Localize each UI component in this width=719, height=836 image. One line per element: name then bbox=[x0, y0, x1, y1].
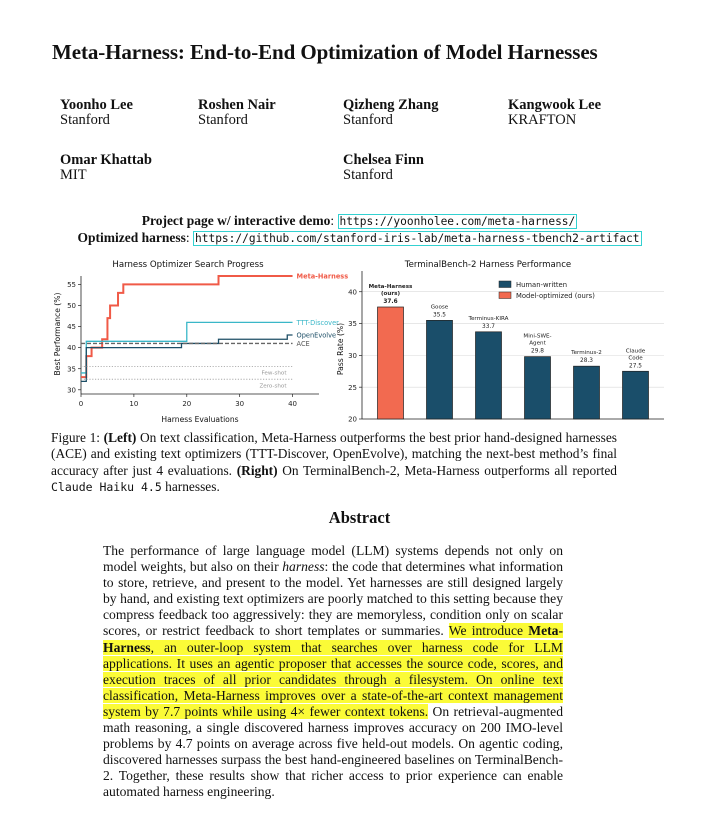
bar-goose bbox=[427, 304, 453, 419]
legend-swatch-model-optimized-ours bbox=[499, 292, 511, 299]
abstract-text-3: On retrieval-augmented math reasoning, a single discovered harness improves accuracy on 200 IMO-level problems by 4.7 points on average across five held-out models. On agentic coding, discovered harnesses surpass the best hand-engineered baselines on TerminalBench-2. Together, these results show that richer access to prior experience can enable automated harness engineering. bbox=[103, 703, 563, 800]
bar-category-label: Meta-Harness bbox=[368, 284, 413, 290]
author-2 bbox=[198, 98, 276, 128]
author-4 bbox=[508, 98, 601, 128]
series-label-meta-harness: Meta-Harness bbox=[296, 272, 349, 281]
author-name: Roshen Nair bbox=[198, 97, 276, 113]
line-chart-y-axis-label: Best Performance (%) bbox=[53, 292, 62, 376]
project-link-label: Project page w/ interactive demo bbox=[141, 213, 331, 228]
series-label-openevolve: OpenEvolve bbox=[296, 331, 337, 340]
abstract-emphasis: harness bbox=[282, 559, 325, 575]
caption-left-text: On text classification, Meta-Harness outperforms the best prior hand-designed harnesses (ACE) and existing text optimizers (TTT-Discover, OpenEvolve), matching the next-best method’s final accuracy after just 4 evaluations. bbox=[51, 430, 617, 478]
author-6 bbox=[343, 153, 424, 183]
bar-chart bbox=[336, 260, 664, 424]
bar-rect bbox=[574, 366, 600, 419]
bar-rect bbox=[476, 332, 502, 419]
bar-value-label: 28.3 bbox=[580, 358, 593, 365]
author-affiliation: Stanford bbox=[198, 112, 248, 128]
legend-label-model-optimized-ours: Model-optimized (ours) bbox=[516, 292, 595, 300]
caption-figure-number: Figure 1: bbox=[51, 430, 101, 445]
author-affiliation: Stanford bbox=[343, 167, 393, 183]
series-label-few-shot: Few-shot bbox=[261, 370, 287, 377]
line-chart-x-tick-label: 40 bbox=[288, 400, 298, 408]
abstract-body bbox=[103, 543, 563, 801]
author-affiliation: MIT bbox=[60, 167, 87, 183]
bar-category-label: Goose bbox=[430, 304, 449, 311]
bar-category-label: Claude bbox=[625, 348, 646, 355]
line-chart bbox=[53, 260, 348, 424]
line-chart-y-tick-label: 55 bbox=[67, 281, 76, 290]
line-chart-x-tick-label: 30 bbox=[235, 400, 245, 408]
bar-terminus-kira bbox=[468, 316, 509, 419]
series-label-zero-shot: Zero-shot bbox=[259, 383, 287, 390]
harness-link-label: Optimized harness bbox=[77, 230, 186, 245]
line-chart-x-tick-label: 20 bbox=[182, 400, 192, 408]
line-chart-x-tick-label: 10 bbox=[129, 400, 139, 408]
bar-chart-y-tick-label: 40 bbox=[348, 288, 357, 297]
author-3 bbox=[343, 98, 438, 128]
bar-value-label: 37.6 bbox=[383, 299, 398, 305]
bar-chart-bars bbox=[369, 284, 649, 419]
author-affiliation: Stanford bbox=[343, 112, 393, 128]
bar-terminus-2 bbox=[570, 350, 602, 419]
bar-chart-y-tick-label: 30 bbox=[348, 351, 357, 360]
line-chart-x-axis-label: Harness Evaluations bbox=[161, 415, 239, 424]
abstract-highlight-text-1: We introduce bbox=[448, 623, 529, 639]
line-chart-y-tick-label: 45 bbox=[67, 323, 76, 332]
figure-caption bbox=[51, 430, 617, 496]
bar-chart-y-tick-label: 25 bbox=[348, 383, 357, 392]
bar-value-label: 33.7 bbox=[482, 323, 495, 330]
author-name: Yoonho Lee bbox=[60, 97, 133, 113]
bar-chart-y-tick-label: 20 bbox=[348, 415, 357, 424]
bar-rect bbox=[623, 371, 649, 419]
author-name: Chelsea Finn bbox=[343, 152, 424, 168]
bar-value-label: 35.5 bbox=[433, 312, 446, 319]
author-name: Qizheng Zhang bbox=[343, 97, 439, 113]
figure-1-charts bbox=[44, 254, 676, 426]
bar-chart-title: TerminalBench-2 Harness Performance bbox=[404, 260, 572, 270]
series-label-ace: ACE bbox=[296, 339, 310, 348]
bar-category-label: (ours) bbox=[380, 291, 401, 297]
line-chart-y-tick-label: 40 bbox=[67, 344, 76, 353]
caption-right-tag: (Right) bbox=[236, 462, 278, 478]
line-chart-y-tick-label: 50 bbox=[67, 302, 76, 311]
line-chart-y-tick-label: 30 bbox=[67, 386, 76, 395]
author-5 bbox=[60, 153, 152, 183]
abstract-text-2: : the code that determines what information to store, retrieve, and present to the model. Yet harnesses are still designed largely by hand, and existing text optimizers are poorly matched to this setting because they compress feedback too aggressively: they are memoryless, condition only on scalar scores, or restrict feedback to short templates or summaries. bbox=[103, 559, 563, 639]
caption-right-text: On TerminalBench-2, Meta-Harness outperforms all reported bbox=[277, 462, 617, 478]
project-url-link[interactable]: https://yoonholee.com/meta-harness/ bbox=[339, 215, 576, 228]
project-link-line: Project page w/ interactive demo: https://yoonholee.com/meta-harness/ bbox=[141, 213, 576, 228]
bar-rect bbox=[378, 307, 404, 419]
line-chart-y-tick-label: 35 bbox=[67, 365, 76, 374]
abstract-highlight-bold: Meta-Harness bbox=[103, 623, 563, 655]
bar-claude-code bbox=[623, 348, 649, 419]
caption-end-text: harnesses. bbox=[161, 479, 220, 495]
bar-rect bbox=[427, 320, 453, 419]
author-name: Kangwook Lee bbox=[508, 97, 602, 113]
bar-value-label: 29.8 bbox=[531, 348, 544, 355]
series-few-shot bbox=[81, 367, 293, 377]
author-1 bbox=[60, 98, 133, 128]
series-zero-shot bbox=[81, 379, 293, 389]
harness-url-link[interactable]: https://github.com/stanford-iris-lab/meta-harness-tbench2-artifact bbox=[194, 232, 640, 245]
caption-model-name: Claude Haiku 4.5 bbox=[51, 480, 162, 495]
abstract-highlight-text-2: , an outer-loop system that searches over harness code for LLM applications. It uses an agentic proposer that accesses the source code, scores, and execution traces of all prior candidates through a filesystem. On online text classification, Meta-Harness improves over a state-of-the-art context management system by 7.7 points while using 4× fewer context tokens. bbox=[103, 639, 563, 719]
bar-value-label: 27.5 bbox=[629, 363, 642, 370]
author-affiliation: KRAFTON bbox=[508, 112, 577, 128]
bar-meta-harness-ours bbox=[369, 284, 413, 419]
line-chart-title: Harness Optimizer Search Progress bbox=[112, 260, 264, 270]
legend-label-human-written: Human-written bbox=[516, 281, 568, 289]
bar-chart-y-axis-label: Pass Rate (%) bbox=[336, 322, 345, 376]
paper-title: Meta-Harness: End-to-End Optimization of Model Harnesses bbox=[52, 40, 598, 64]
bar-category-label: Code bbox=[628, 355, 643, 362]
line-chart-series bbox=[81, 273, 348, 390]
series-label-ttt-discover: TTT-Discover bbox=[296, 318, 339, 327]
legend-swatch-human-written bbox=[499, 281, 511, 288]
line-chart-x-tick-label: 0 bbox=[78, 400, 84, 408]
caption-left-tag: (Left) bbox=[103, 430, 137, 445]
bar-category-label: Terminus-2 bbox=[571, 350, 602, 357]
bar-category-label: Mini-SWE- bbox=[523, 333, 552, 340]
author-affiliation: Stanford bbox=[60, 112, 110, 128]
bar-category-label: Terminus-KIRA bbox=[468, 315, 509, 322]
bar-chart-legend bbox=[499, 281, 595, 300]
bar-chart-y-tick-label: 35 bbox=[348, 320, 357, 329]
author-name: Omar Khattab bbox=[60, 152, 152, 168]
figure-1 bbox=[44, 254, 676, 426]
bar-category-label: Agent bbox=[529, 340, 546, 347]
abstract-text-1: The performance of large language model (LLM) systems depends not only on model weights, but also on their bbox=[103, 543, 563, 575]
harness-link-line: Optimized harness: https://github.com/stanford-iris-lab/meta-harness-tbench2-artifact bbox=[77, 230, 640, 245]
abstract-heading: Abstract bbox=[328, 508, 391, 527]
bar-rect bbox=[525, 357, 551, 419]
bar-mini-swe-agent bbox=[523, 334, 551, 419]
